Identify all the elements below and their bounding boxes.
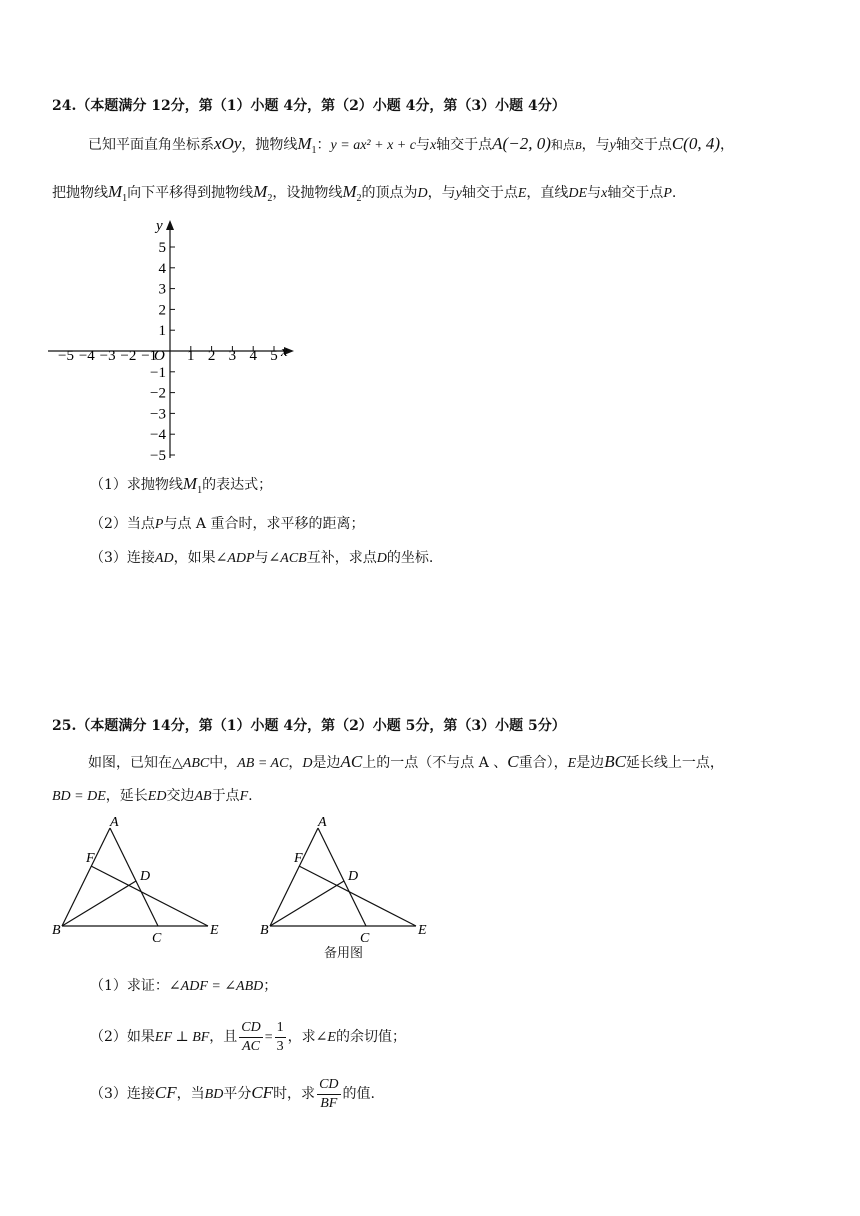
y-tick-label: −4 <box>150 427 166 444</box>
label-b: B <box>52 923 61 938</box>
triangle-figure-spare <box>256 814 446 944</box>
y-tick-label: 2 <box>158 302 166 319</box>
q24-part3: （3）连接AD，如果∠ADP与∠ACB互补，求点D的坐标. <box>90 550 434 566</box>
segment-ac <box>110 828 158 926</box>
q25-intro-line1: 如图，已知在△ABC中，AB = AC，D是边AC上的一点（不与点 A 、C重合），E是边BC延长线上一点， <box>88 752 724 771</box>
y-axis-arrow <box>166 220 174 230</box>
label-b: B <box>260 923 269 938</box>
q25-part3: （3）连接CF，当BD平分CF时，求 $\frac{CD}{BF}$ 的值. <box>90 1076 375 1111</box>
label-c: C <box>360 931 370 944</box>
y-tick-label: 3 <box>158 281 166 298</box>
x-tick-label: 5 <box>270 348 278 364</box>
x-tick-label: −3 <box>99 348 116 364</box>
label-e: E <box>418 923 427 938</box>
y-tick-label: −3 <box>150 406 166 423</box>
label-d: D <box>348 869 359 884</box>
q24-intro-line2: 把抛物线$M_1$向下平移得到抛物线$M_2$，设抛物线$M_2$的顶点为D，与y轴交于点E，直线DE与x轴交于点P. <box>52 182 677 204</box>
x-tick-label: −1 <box>141 348 158 364</box>
x-tick-label: −4 <box>78 348 95 364</box>
y-tick-label: −5 <box>150 448 166 464</box>
y-tick-label: −2 <box>150 385 166 402</box>
y-tick-label: 4 <box>158 260 166 277</box>
y-axis-label: y <box>156 218 163 234</box>
q24-intro-line1: 已知平面直角坐标系xOy，抛物线$M_1$：y = ax² + x + c与x轴交于点A(−2, 0)和点B，与y轴交于点C(0, 4)， <box>88 134 734 156</box>
x-tick-label: 4 <box>249 348 257 364</box>
label-a: A <box>110 815 119 830</box>
x-tick-label: −5 <box>58 348 74 364</box>
label-e: E <box>210 923 219 938</box>
coordinate-axes <box>40 214 300 464</box>
q25-intro-line2: BD = DE，延长ED交边AB于点F. <box>52 788 253 804</box>
triangle-figure-main <box>48 814 238 944</box>
x-tick-label: 2 <box>207 348 216 364</box>
x-tick-label: −2 <box>120 348 137 364</box>
q24-part2: （2）当点P与点 A 重合时，求平移的距离； <box>90 516 365 532</box>
x-tick-label: 1 <box>187 348 195 364</box>
origin-label: O <box>154 348 165 364</box>
q24-heading: 24.（本题满分 12分，第（1）小题 4分，第（2）小题 4分，第（3）小题 4分） <box>52 98 566 114</box>
label-a: A <box>318 815 327 830</box>
y-tick-label: 5 <box>158 240 166 256</box>
label-f: F <box>294 851 303 866</box>
label-c: C <box>152 931 162 944</box>
y-tick-label: −1 <box>150 364 166 381</box>
fraction-one-third: $\frac{1}{3}$ <box>276 1019 284 1054</box>
label-d: D <box>140 869 151 884</box>
fraction-cd-bf: $\frac{CD}{BF}$ <box>319 1076 339 1111</box>
segment-ac <box>318 828 366 926</box>
q25-heading: 25.（本题满分 14分，第（1）小题 4分，第（2）小题 5分，第（3）小题 5分） <box>52 718 566 734</box>
q24-part1: （1）求抛物线$M_1$的表达式； <box>90 474 273 496</box>
fraction-cd-ac: $\frac{CD}{AC}$ <box>241 1019 261 1054</box>
spare-figure-caption: 备用图 <box>324 946 364 961</box>
q25-part1: （1）求证：∠ADF = ∠ABD； <box>90 978 278 994</box>
q25-part2: （2）如果EF ⊥ BF，且 $\frac{CD}{AC}$ = $\frac{1}{3}$ ，求∠E的余切值； <box>90 1019 406 1054</box>
x-axis-label: x <box>281 344 288 360</box>
label-f: F <box>86 851 95 866</box>
y-tick-label: 1 <box>158 323 166 340</box>
x-tick-label: 3 <box>228 348 237 364</box>
